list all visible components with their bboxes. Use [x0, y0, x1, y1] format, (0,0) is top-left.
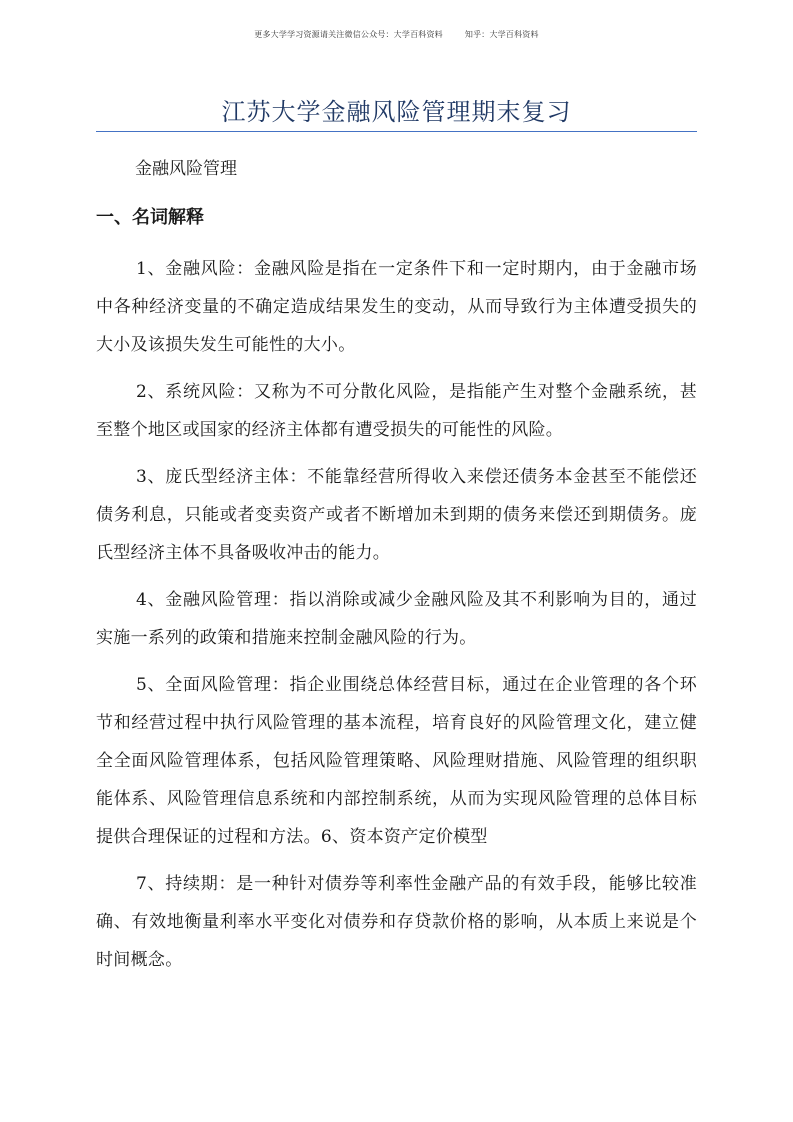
title-divider [96, 131, 697, 132]
paragraph-enterprise-risk-management: 5、全面风险管理：指企业围绕总体经营目标，通过在企业管理的各个环节和经营过程中执行风险管理的基本流程，培育良好的风险管理文化，建立健全全面风险管理体系，包括风险管理策略、风险理财措施、风险管理的组织职能体系、风险管理信息系统和内部控制系统，从而为实现风险管理的总体目标提供合理保证的过程和方法。6、资本资产定价模型 [96, 675, 697, 847]
page-header-note [0, 29, 793, 40]
document-subtitle: 金融风险管理 [135, 159, 237, 179]
paragraph-ponzi-entity: 3、庞氏型经济主体：不能靠经营所得收入来偿还债务本金甚至不能偿还债务利息，只能或者变卖资产或者不断增加未到期的债务来偿还到期债务。庞氏型经济主体不具备吸收冲击的能力。 [96, 467, 697, 563]
wechat-note: 更多大学学习资源请关注微信公众号：大学百科资料 [254, 30, 443, 39]
paragraph-financial-risk: 1、金融风险：金融风险是指在一定条件下和一定时期内，由于金融市场中各种经济变量的不确定造成结果发生的变动，从而导致行为主体遭受损失的大小及该损失发生可能性的大小。 [96, 259, 697, 355]
zhihu-note: 知乎：大学百科资料 [464, 30, 539, 39]
paragraph-risk-management: 4、金融风险管理：指以消除或减少金融风险及其不利影响为目的，通过实施一系列的政策和措施来控制金融风险的行为。 [96, 590, 697, 648]
paragraph-systemic-risk: 2、系统风险：又称为不可分散化风险，是指能产生对整个金融系统，甚至整个地区或国家的经济主体都有遭受损失的可能性的风险。 [96, 382, 697, 440]
document-body [96, 250, 697, 988]
paragraph-duration: 7、持续期：是一种针对债券等利率性金融产品的有效手段，能够比较准确、有效地衡量利率水平变化对债券和存贷款价格的影响，从本质上来说是个时间概念。 [96, 874, 697, 970]
document-title: 江苏大学金融风险管理期末复习 [221, 98, 572, 126]
section-heading-definitions: 一、名词解释 [96, 207, 204, 228]
